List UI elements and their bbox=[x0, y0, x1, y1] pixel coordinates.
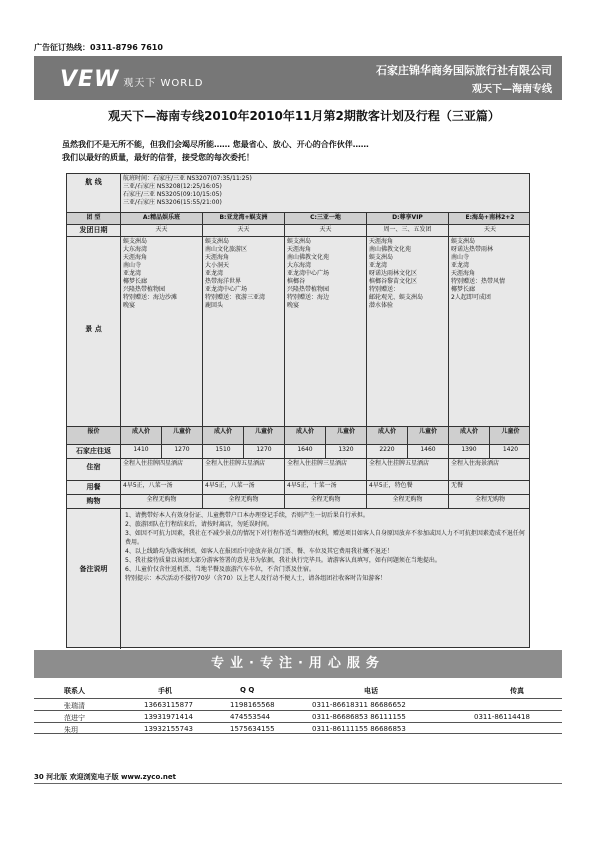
departure-b: 天天 bbox=[202, 225, 284, 236]
contact-row bbox=[34, 698, 562, 710]
itinerary-table bbox=[66, 173, 530, 648]
departure-d: 周一、三、五发团 bbox=[366, 225, 448, 236]
shop-d: 全程无购物 bbox=[366, 495, 448, 508]
shop-b: 全程无购物 bbox=[202, 495, 284, 508]
price-e-adult: 1390 bbox=[448, 445, 489, 458]
price-header-c-adult: 成人价 bbox=[284, 427, 325, 444]
price-label: 报价 bbox=[87, 428, 100, 435]
price-header-b-adult: 成人价 bbox=[202, 427, 243, 444]
price-c-adult: 1640 bbox=[284, 445, 325, 458]
contact-header-name: 联系人 bbox=[64, 687, 85, 695]
contact-phone: 0311-86618311 86686652 bbox=[312, 701, 406, 709]
price-header-d-adult: 成人价 bbox=[366, 427, 407, 444]
ad-hotline: 广告征订热线：0311-8796 7610 bbox=[34, 43, 163, 52]
note-item: 2、旅游团队在行程结束后，请按时离店，勿延误时间。 bbox=[125, 521, 273, 528]
route-flight-2: 三亚/石家庄 NS3208(12:25/16:05) bbox=[123, 183, 222, 190]
meal-b: 4早5正，八菜一汤 bbox=[202, 481, 284, 494]
brand-logo: VEW 观天下 WORLD bbox=[60, 67, 204, 92]
route-flight-4: 三亚/石家庄 NS3206(15:55/21:00) bbox=[123, 199, 222, 206]
footer-divider bbox=[34, 783, 562, 784]
spots-c: 蜈支洲岛 天涯海角 南山佛教文化苑 大东海湾 亚龙湾中心广场 槟榔谷 兴隆热带植物园 特别赠送：海边 晚宴 bbox=[284, 237, 366, 426]
price-b-child: 1270 bbox=[243, 445, 284, 458]
meal-a: 4早5正，八菜一汤 bbox=[120, 481, 202, 494]
meal-c: 4早5正，十菜一汤 bbox=[284, 481, 366, 494]
meal-row bbox=[67, 480, 529, 494]
price-header-c-child: 儿童价 bbox=[325, 427, 366, 444]
contact-qq: 1198165568 bbox=[230, 701, 275, 709]
price-header-a-child: 儿童价 bbox=[161, 427, 202, 444]
contact-phone: 0311-86111155 86686853 bbox=[312, 725, 406, 733]
stay-b: 全程入住挂牌五星酒店 bbox=[202, 459, 284, 480]
price-header-a-adult: 成人价 bbox=[120, 427, 161, 444]
stay-row bbox=[67, 458, 529, 480]
price-header-d-child: 儿童价 bbox=[407, 427, 448, 444]
departure-label: 发团日期 bbox=[79, 226, 108, 234]
stay-label: 住宿 bbox=[86, 463, 101, 471]
note-item: 4、以上线路均为散客拼团，如客人在报团后中途放弃景点门票、餐、车位及其它费用我社概不退还！ bbox=[125, 548, 393, 555]
shop-label: 购物 bbox=[86, 497, 101, 505]
contact-mobile: 13663115877 bbox=[144, 701, 193, 709]
header-banner bbox=[34, 56, 562, 100]
departure-c: 天天 bbox=[284, 225, 366, 236]
price-e-child: 1420 bbox=[489, 445, 531, 458]
contact-header-qq: Q Q bbox=[240, 686, 255, 694]
shop-a: 全程无购物 bbox=[120, 495, 202, 508]
contact-name: 张瑞清 bbox=[64, 702, 85, 710]
route-label: 航 线 bbox=[85, 178, 102, 186]
note-item: 6、儿童价仅含往返机票、当地半餐及旅游汽车车位，不含门票及住宿。 bbox=[125, 566, 315, 573]
company-subline: 观天下—海南专线 bbox=[472, 84, 552, 95]
group-row bbox=[67, 212, 529, 224]
contact-header-phone: 电话 bbox=[364, 687, 378, 695]
price-row-label: 石家庄往返 bbox=[76, 447, 111, 455]
route-info bbox=[120, 174, 531, 212]
meal-label: 用餐 bbox=[86, 483, 101, 491]
price-d-adult: 2220 bbox=[366, 445, 407, 458]
contact-phone: 0311-86686853 86111155 bbox=[312, 713, 406, 721]
slogan-line-1: 虽然我们不是无所不能，但我们会竭尽所能…… 您最省心、放心、开心的合作伙伴…… bbox=[62, 140, 369, 149]
price-d-child: 1460 bbox=[407, 445, 448, 458]
note-item: 5、我社接待质量以该团大部分游客签署的意见书为依据，我社执行完毕具。请游客认真填写，如有问题须在当地提出。 bbox=[125, 557, 441, 564]
contacts-table bbox=[34, 686, 562, 746]
company-name: 石家庄锦华商务国际旅行社有限公司 bbox=[376, 64, 552, 77]
spots-e: 蜈支洲岛 呀诺达热带雨林 南山寺 亚龙湾 天涯海角 特别赠送：热带风情 椰梦长廊 2人起即可成团 bbox=[448, 237, 531, 426]
contact-header-fax: 传真 bbox=[510, 687, 524, 695]
price-row bbox=[67, 444, 529, 458]
spots-b: 蜈支洲岛 南山文化旅游区 天涯海角 大小洞天 亚龙湾 热带海洋世界 亚龙湾中心广场 特别赠送：夜游三亚湾 鹿回头 bbox=[202, 237, 284, 426]
price-header-row bbox=[67, 426, 529, 444]
route-row bbox=[67, 174, 529, 212]
group-e: E:海岛+南林2+2 bbox=[448, 213, 531, 224]
spots-label: 景 点 bbox=[85, 325, 102, 333]
price-header-e-adult: 成人价 bbox=[448, 427, 489, 444]
price-a-child: 1270 bbox=[161, 445, 202, 458]
shop-c: 全程无购物 bbox=[284, 495, 366, 508]
note-item: 特别提示：本次活动不接待70岁（含70）以上老人及行动不便人士，请各组团社收客时告知游客！ bbox=[125, 575, 387, 582]
shop-row bbox=[67, 494, 529, 508]
contact-name: 朱玥 bbox=[64, 726, 78, 734]
notes-content bbox=[120, 509, 531, 649]
contact-name: 范进宁 bbox=[64, 714, 85, 722]
page-title: 观天下—海南专线2010年2010年11月第2期散客计划及行程（三亚篇） bbox=[108, 109, 500, 123]
group-c: C:三亚一地 bbox=[284, 213, 366, 224]
spots-row bbox=[67, 236, 529, 426]
route-flight-3: 石家庄/三亚 NS3205(09:10/15:05) bbox=[123, 191, 222, 198]
departure-a: 天天 bbox=[120, 225, 202, 236]
contact-row bbox=[34, 710, 562, 722]
spots-a: 蜈支洲岛 大东海湾 天涯海角 南山寺 亚龙湾 椰梦长廊 兴隆热带植物园 特别赠送：海边沙滩 晚宴 bbox=[120, 237, 202, 426]
contact-row bbox=[34, 722, 562, 734]
group-a: A:精品娱乐班 bbox=[120, 213, 202, 224]
price-c-child: 1320 bbox=[325, 445, 366, 458]
group-label: 团 型 bbox=[86, 214, 101, 221]
contact-mobile: 13932155743 bbox=[144, 725, 193, 733]
contact-mobile: 13931971414 bbox=[144, 713, 193, 721]
notes-row bbox=[67, 508, 529, 649]
stay-c: 全程入住挂牌三星酒店 bbox=[284, 459, 366, 480]
departure-e: 天天 bbox=[448, 225, 531, 236]
contact-qq: 1575634155 bbox=[230, 725, 275, 733]
price-b-adult: 1510 bbox=[202, 445, 243, 458]
note-item: 3、如因不可抗力因素，我社在不减少景点的情况下对行程作适当调整的权利，赠送项目如客人自身原因放弃不参加或因人力不可抗拒因素造成不退任何费用。 bbox=[125, 530, 525, 546]
slogan-line-2: 我们以最好的质量，最好的信誉，接受您的每次委托！ bbox=[62, 153, 254, 162]
departure-row bbox=[67, 224, 529, 236]
shop-e: 全程无购物 bbox=[448, 495, 531, 508]
price-header-e-child: 儿童价 bbox=[489, 427, 531, 444]
meal-e: 无餐 bbox=[448, 481, 531, 494]
group-d: D:尊享VIP bbox=[366, 213, 448, 224]
stay-d: 全程入住挂牌五星酒店 bbox=[366, 459, 448, 480]
contact-qq: 474553544 bbox=[230, 713, 271, 721]
group-b: B:亚龙湾+蜈支洲 bbox=[202, 213, 284, 224]
meal-d: 4早5正，特色餐 bbox=[366, 481, 448, 494]
notes-label: 备注说明 bbox=[79, 565, 108, 573]
price-a-adult: 1410 bbox=[120, 445, 161, 458]
note-item: 1、请携带好本人有效身份证、儿童携带户口本办理登记手续，否则产生一切后果自行承担。 bbox=[125, 512, 369, 519]
contact-header-mobile: 手机 bbox=[158, 687, 172, 695]
route-flight-1: 航班时间：石家庄/三亚 NS3207(07:35/11:25) bbox=[123, 175, 252, 182]
stay-a: 全程入住挂牌四星酒店 bbox=[120, 459, 202, 480]
service-slogan-band: 专业·专注·用心服务 bbox=[34, 650, 562, 678]
spots-d: 天涯海角 南山佛教文化苑 蜈支洲岛 亚龙湾 呀诺达雨林文化区 槟榔谷黎苗文化区 特别赠送： 邮轮观光、蜈支洲岛 潜水体验 bbox=[366, 237, 448, 426]
stay-e: 全程入住海景酒店 bbox=[448, 459, 531, 480]
page-footer: 30 河北版 欢迎浏览电子版 www.zyco.net bbox=[34, 773, 176, 781]
contact-fax: 0311-86114418 bbox=[474, 713, 530, 721]
price-header-b-child: 儿童价 bbox=[243, 427, 284, 444]
